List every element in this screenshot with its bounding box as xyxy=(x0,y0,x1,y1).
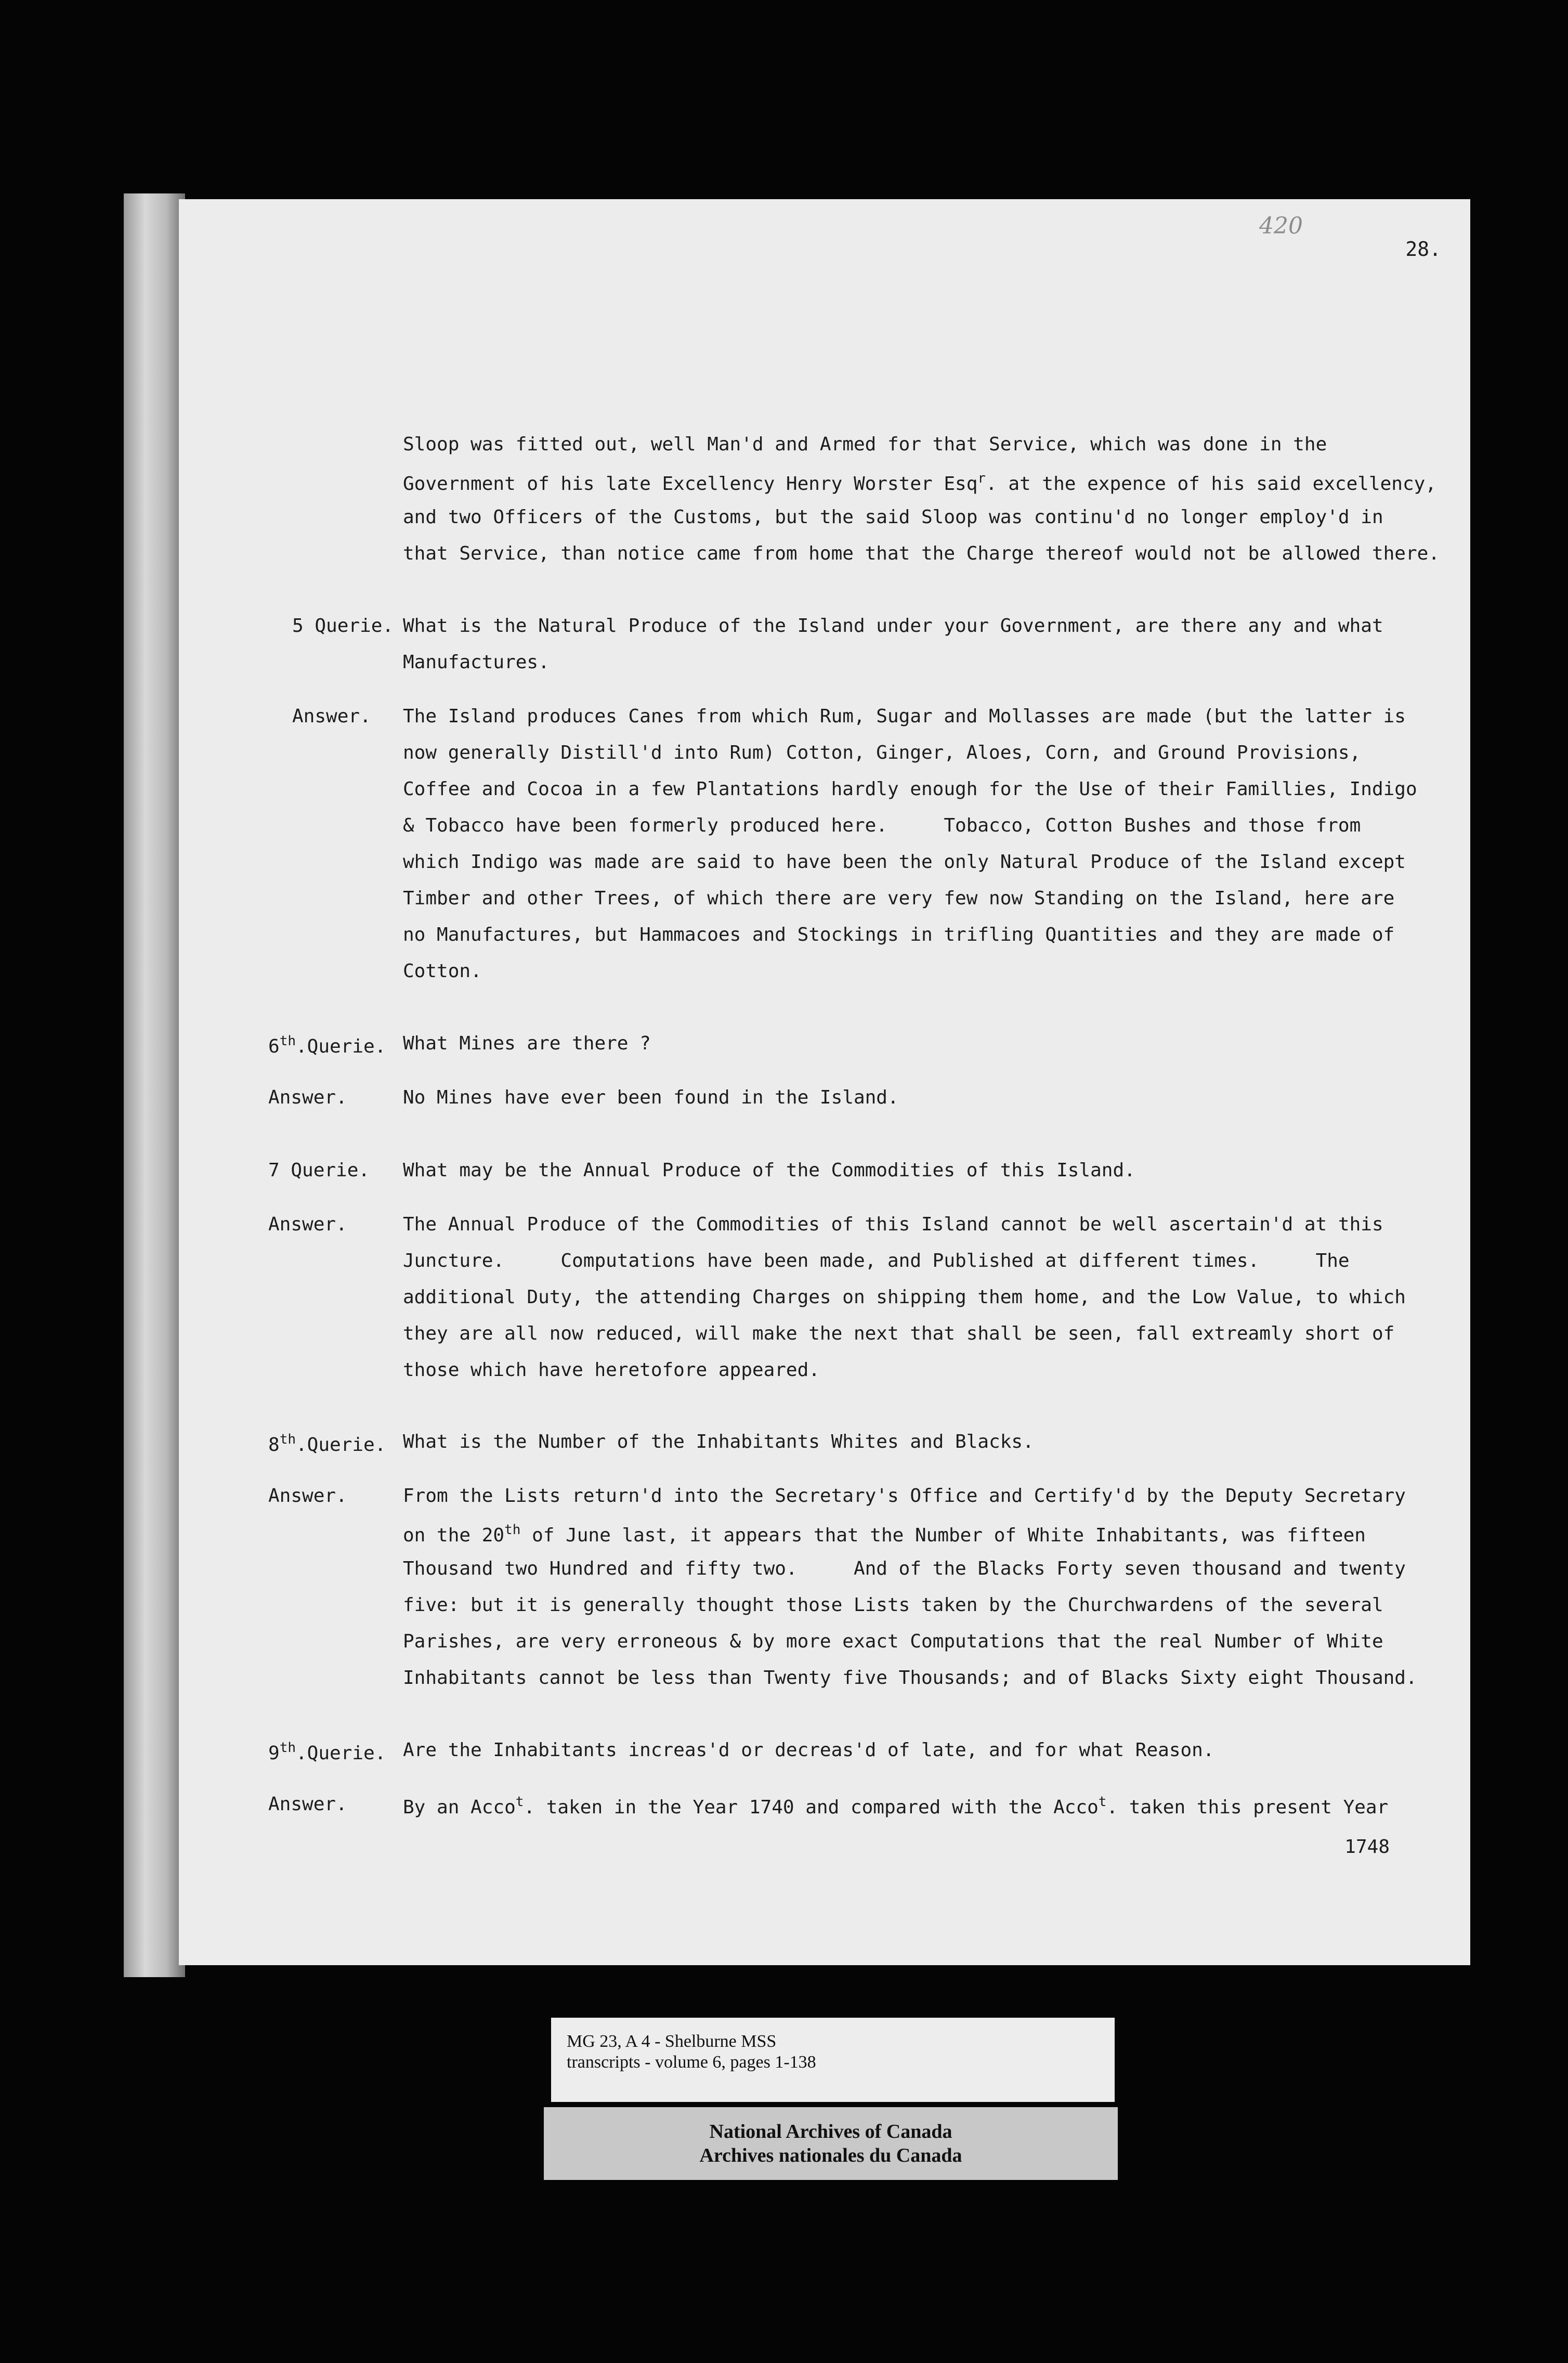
text-line: What is the Number of the Inhabitants Whites and Blacks. xyxy=(403,1431,1034,1452)
text-line: and two Officers of the Customs, but the said Sloop was continu'd no longer employ'd in xyxy=(403,507,1383,528)
text-line: The Annual Produce of the Commodities of this Island cannot be well ascertain'd at this xyxy=(403,1214,1383,1235)
text-line: now generally Distill'd into Rum) Cotton, Ginger, Aloes, Corn, and Ground Provisions, xyxy=(403,742,1361,763)
catchword: 1748 xyxy=(1344,1836,1390,1858)
querie-7-label: 7 Querie. xyxy=(268,1160,370,1181)
querie-6-label: 6th.Querie. xyxy=(268,1033,386,1057)
archive-reference-line: transcripts - volume 6, pages 1-138 xyxy=(567,2053,816,2072)
text-line: What may be the Annual Produce of the Commodities of this Island. xyxy=(403,1160,1135,1181)
text-line: Thousand two Hundred and fifty two. And of the Blacks Forty seven thousand and twenty xyxy=(403,1558,1406,1579)
text-line: additional Duty, the attending Charges on shipping them home, and the Low Value, to which xyxy=(403,1287,1406,1308)
text-line: on the 20th of June last, it appears that the Number of White Inhabitants, was fifteen xyxy=(403,1522,1366,1546)
text-line: Sloop was fitted out, well Man'd and Armed for that Service, which was done in the xyxy=(403,434,1327,455)
transcript-body xyxy=(179,199,1470,1965)
text-line: What Mines are there ? xyxy=(403,1033,651,1054)
text-line: Government of his late Excellency Henry Worster Esq$^r$. at the expence of his said excellency, xyxy=(403,471,1436,495)
text-line: & Tobacco have been formerly produced here. Tobacco, Cotton Bushes and those from xyxy=(403,815,1361,836)
text-line: What is the Natural Produce of the Island under your Government, are there any and what xyxy=(403,615,1383,637)
answer-6-label: Answer. xyxy=(268,1087,347,1108)
text-line: which Indigo was made are said to have been the only Natural Produce of the Island except xyxy=(403,851,1406,873)
archive-reference-line: MG 23, A 4 - Shelburne MSS xyxy=(567,2032,777,2051)
text-line: From the Lists return'd into the Secretary's Office and Certify'd by the Deputy Secretary xyxy=(403,1485,1406,1507)
text-line: Coffee and Cocoa in a few Plantations hardly enough for the Use of their Famillies, Indigo xyxy=(403,778,1417,800)
text-line: Are the Inhabitants increas'd or decreas'd of late, and for what Reason. xyxy=(403,1739,1214,1761)
archive-name-banner xyxy=(544,2107,1118,2180)
text-line: By an Acco$^t$. taken in the Year 1740 and compared with the Acco$^t$. taken this present Year xyxy=(403,1794,1389,1818)
text-line: Manufactures. xyxy=(403,652,550,673)
text-line: five: but it is generally thought those Lists taken by the Churchwardens of the several xyxy=(403,1594,1383,1616)
document-page xyxy=(179,199,1470,1965)
text-line: Parishes, are very erroneous & by more exact Computations that the real Number of White xyxy=(403,1631,1383,1652)
text-line: Inhabitants cannot be less than Twenty five Thousands; and of Blacks Sixty eight Thousand. xyxy=(403,1667,1417,1689)
answer-5-label: Answer. xyxy=(292,706,371,727)
querie-5-label: 5 Querie. xyxy=(292,615,394,637)
text-line: Cotton. xyxy=(403,960,482,982)
answer-7-label: Answer. xyxy=(268,1214,347,1235)
text-line: those which have heretofore appeared. xyxy=(403,1359,820,1381)
page-number: 28. xyxy=(1405,238,1441,261)
text-line: no Manufactures, but Hammacoes and Stockings in trifling Quantities and they are made of xyxy=(403,924,1395,945)
text-line: Juncture. Computations have been made, and Published at different times. The xyxy=(403,1250,1350,1271)
text-line: No Mines have ever been found in the Island. xyxy=(403,1087,899,1108)
archive-name-french: Archives nationales du Canada xyxy=(699,2145,962,2166)
pencil-folio-number: 420 xyxy=(1259,213,1303,239)
querie-8-label: 8th.Querie. xyxy=(268,1432,386,1456)
archive-name-english: National Archives of Canada xyxy=(709,2121,952,2143)
answer-8-label: Answer. xyxy=(268,1485,347,1507)
text-line: that Service, than notice came from home that the Charge thereof would not be allowed there. xyxy=(403,543,1440,564)
querie-9-label: 9th.Querie. xyxy=(268,1740,386,1764)
text-line: they are all now reduced, will make the next that shall be seen, fall extreamly short of xyxy=(403,1323,1395,1344)
answer-9-label: Answer. xyxy=(268,1794,347,1815)
text-line: Timber and other Trees, of which there are very few now Standing on the Island, here are xyxy=(403,888,1395,909)
text-line: The Island produces Canes from which Rum, Sugar and Mollasses are made (but the latter is xyxy=(403,706,1406,727)
archive-reference-label xyxy=(551,2018,1115,2102)
page-spine xyxy=(124,193,185,1977)
